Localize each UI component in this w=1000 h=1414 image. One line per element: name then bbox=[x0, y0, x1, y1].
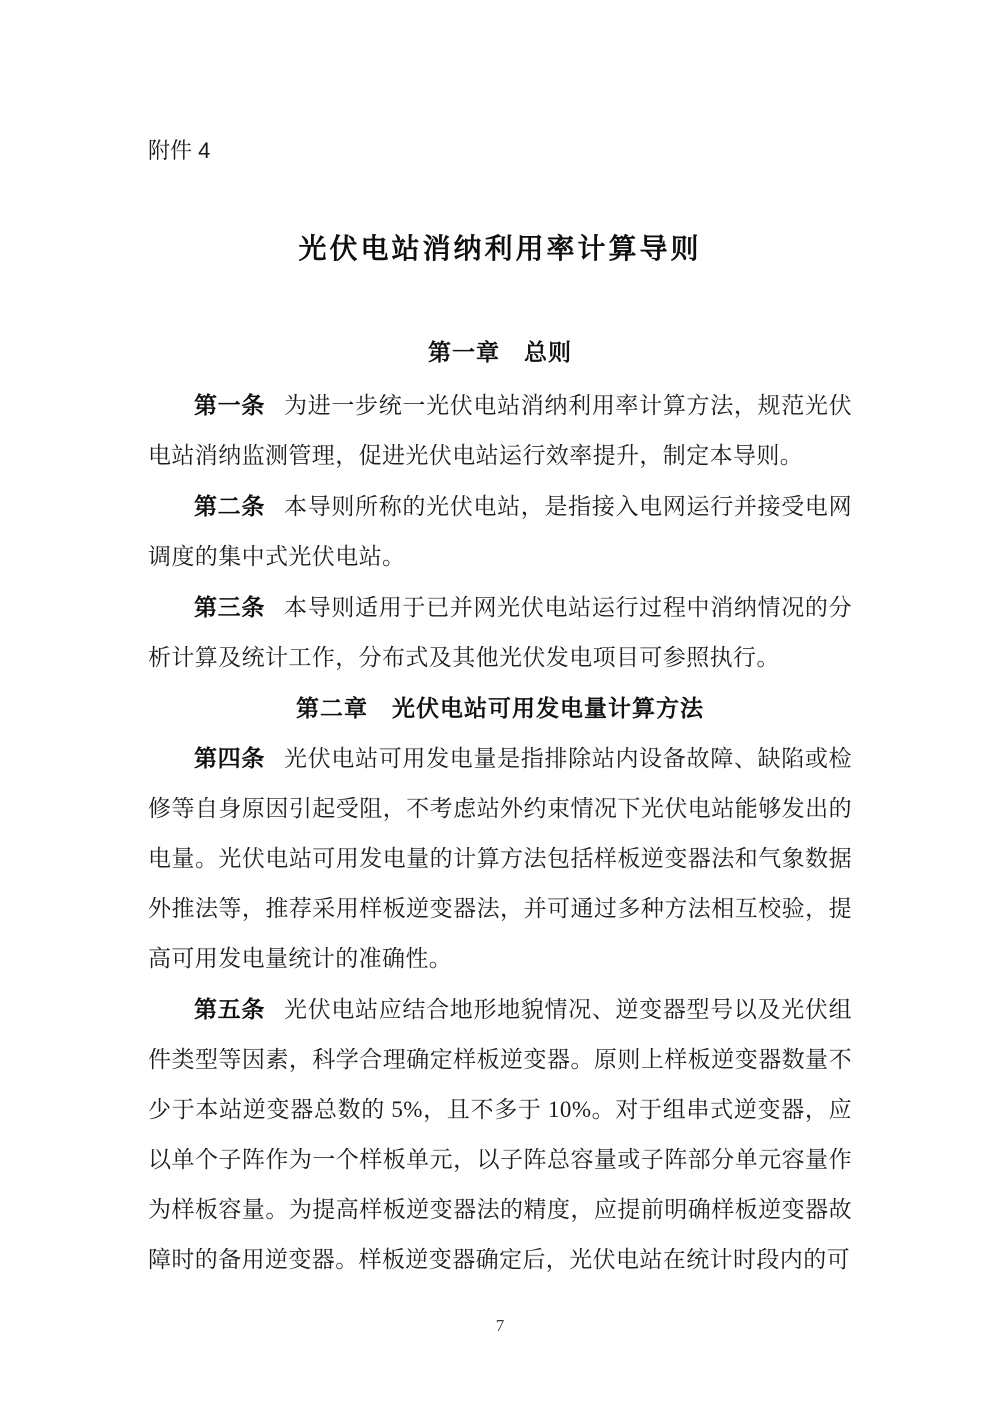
article-5-label: 第五条 bbox=[194, 996, 266, 1022]
article-2-paragraph bbox=[148, 481, 852, 582]
page-number: 7 bbox=[495, 1316, 505, 1335]
article-4-paragraph bbox=[148, 733, 852, 984]
article-5-text: 光伏电站应结合地形地貌情况、逆变器型号以及光伏组件类型等因素，科学合理确定样板逆变器。原则上样板逆变器数量不少于本站逆变器总数的 5%，且不多于 10%。对于组串式逆变器，应以单个子阵作为一个样板单元，以子阵总容量或子阵部分单元容量作为样板容量。为提高样板逆变器法的精度，应提前明确样板逆变器故障时的备用逆变器。样板逆变器确定后，光伏电站在统计时段内的可 bbox=[148, 997, 852, 1272]
article-3-text: 本导则适用于已并网光伏电站运行过程中消纳情况的分析计算及统计工作，分布式及其他光伏发电项目可参照执行。 bbox=[148, 595, 852, 670]
article-1-paragraph bbox=[148, 380, 852, 481]
article-3-paragraph bbox=[148, 582, 852, 683]
chapter-1-heading: 第一章 总则 bbox=[428, 339, 572, 365]
attachment-label: 附件 4 bbox=[148, 138, 211, 163]
article-5-paragraph bbox=[148, 984, 852, 1285]
article-1-text: 为进一步统一光伏电站消纳利用率计算方法，规范光伏电站消纳监测管理，促进光伏电站运行效率提升，制定本导则。 bbox=[148, 393, 852, 468]
article-2-label: 第二条 bbox=[194, 493, 266, 519]
article-4-text: 光伏电站可用发电量是指排除站内设备故障、缺陷或检修等自身原因引起受阻，不考虑站外约束情况下光伏电站能够发出的电量。光伏电站可用发电量的计算方法包括样板逆变器法和气象数据外推法等，推荐采用样板逆变器法，并可通过多种方法相互校验，提高可用发电量统计的准确性。 bbox=[148, 746, 852, 971]
article-4-label: 第四条 bbox=[194, 745, 266, 771]
article-1-label: 第一条 bbox=[194, 392, 266, 418]
chapter-2-heading: 第二章 光伏电站可用发电量计算方法 bbox=[296, 695, 704, 721]
article-3-label: 第三条 bbox=[194, 594, 266, 620]
document-title: 光伏电站消纳利用率计算导则 bbox=[298, 234, 702, 265]
article-2-text: 本导则所称的光伏电站，是指接入电网运行并接受电网调度的集中式光伏电站。 bbox=[148, 494, 852, 569]
document-body bbox=[148, 380, 852, 1285]
